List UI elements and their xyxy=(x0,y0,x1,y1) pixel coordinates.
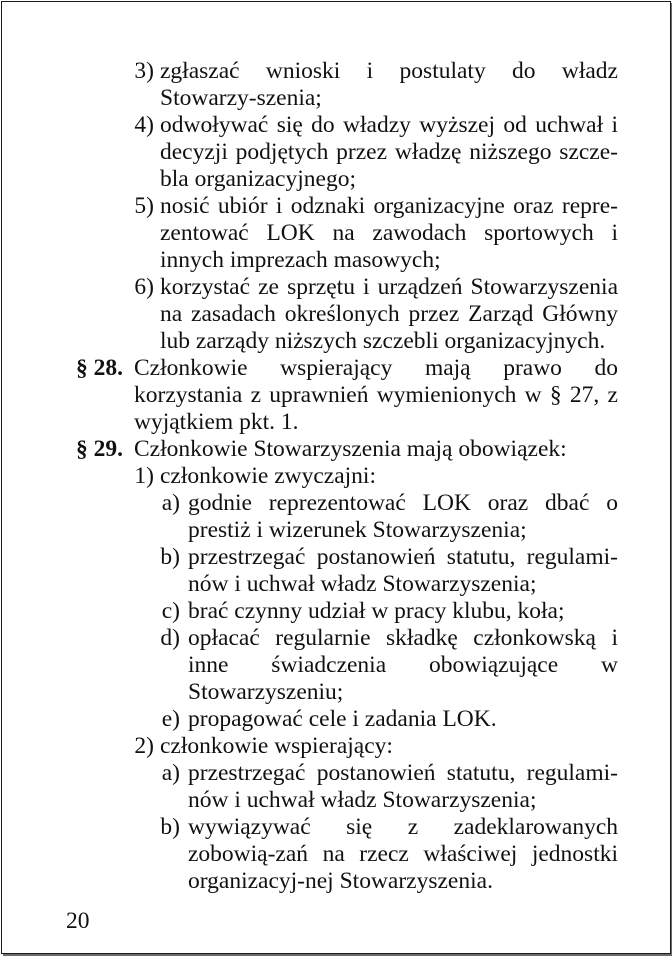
sublist-text: godnie reprezentować LOK oraz dbać o prestiż i wizerunek Stowarzyszenia; xyxy=(188,490,618,543)
sublist-marker: b) xyxy=(160,544,180,570)
section-text: Członkowie wspierający mają prawo do korzystania z uprawnień wymienionych w § 27, z wyjątkiem pkt. 1. xyxy=(134,355,618,435)
list-marker: 4) xyxy=(134,112,154,138)
sublist-marker: b) xyxy=(160,814,180,840)
sublist-text: propagować cele i zadania LOK. xyxy=(188,706,497,732)
list-text: członkowie zwyczajni: xyxy=(160,463,376,489)
group-1-item-d xyxy=(76,625,618,706)
list-marker: 1) xyxy=(134,463,154,489)
section-marker: § 29. xyxy=(76,436,123,462)
list-text: odwoływać się do władzy wyższej od uchwał i decyzji podjętych przez władzę niższego szcze-bla organizacyjnego; xyxy=(160,112,618,192)
sublist-text: brać czynny udział w pracy klubu, koła; xyxy=(188,598,565,624)
document-page xyxy=(1,1,671,954)
sublist-marker: e) xyxy=(161,706,180,732)
list-item-4 xyxy=(76,112,618,193)
list-item-6 xyxy=(76,274,618,355)
list-text: nosić ubiór i odznaki organizacyjne oraz repre-zentować LOK na zawodach sportowych i innych imprezach masowych; xyxy=(160,193,618,273)
sublist-marker: c) xyxy=(161,598,180,624)
group-1-item-b xyxy=(76,544,618,598)
group-2-heading xyxy=(76,733,618,760)
sublist-text: przestrzegać postanowień statutu, regulami-nów i uchwał władz Stowarzyszenia; xyxy=(188,544,618,597)
sublist-text: wywiązywać się z zadeklarowanych zobowią-zań na rzecz właściwej jednostki organizacyj-nej Stowarzyszenia. xyxy=(188,814,618,894)
group-2-item-b xyxy=(76,814,618,895)
section-28 xyxy=(76,355,618,436)
page-content xyxy=(76,58,618,895)
section-text: Członkowie Stowarzyszenia mają obowiązek: xyxy=(134,436,567,462)
list-text: korzystać ze sprzętu i urządzeń Stowarzyszenia na zasadach określonych przez Zarząd Główny lub zarządy niższych szczebli organizacyjnych. xyxy=(160,274,618,354)
list-marker: 6) xyxy=(134,274,154,300)
list-marker: 2) xyxy=(134,733,154,759)
page-number: 20 xyxy=(66,908,90,934)
sublist-text: opłacać regularnie składkę członkowską i inne świadczenia obowiązujące w Stowarzyszeniu; xyxy=(188,625,618,705)
list-text: zgłaszać wnioski i postulaty do władz Stowarzy-szenia; xyxy=(160,58,618,111)
group-1-item-e xyxy=(76,706,618,733)
section-marker: § 28. xyxy=(76,355,123,381)
group-1-item-a xyxy=(76,490,618,544)
sublist-marker: a) xyxy=(161,490,180,516)
sublist-marker: a) xyxy=(161,760,180,786)
list-item-3 xyxy=(76,58,618,112)
list-item-5 xyxy=(76,193,618,274)
list-marker: 5) xyxy=(134,193,154,219)
group-2-item-a xyxy=(76,760,618,814)
group-1-item-c xyxy=(76,598,618,625)
list-text: członkowie wspierający: xyxy=(160,733,393,759)
sublist-marker: d) xyxy=(160,625,180,651)
list-marker: 3) xyxy=(134,58,154,84)
group-1-heading xyxy=(76,463,618,490)
sublist-text: przestrzegać postanowień statutu, regulami-nów i uchwał władz Stowarzyszenia; xyxy=(188,760,618,813)
section-29 xyxy=(76,436,618,463)
